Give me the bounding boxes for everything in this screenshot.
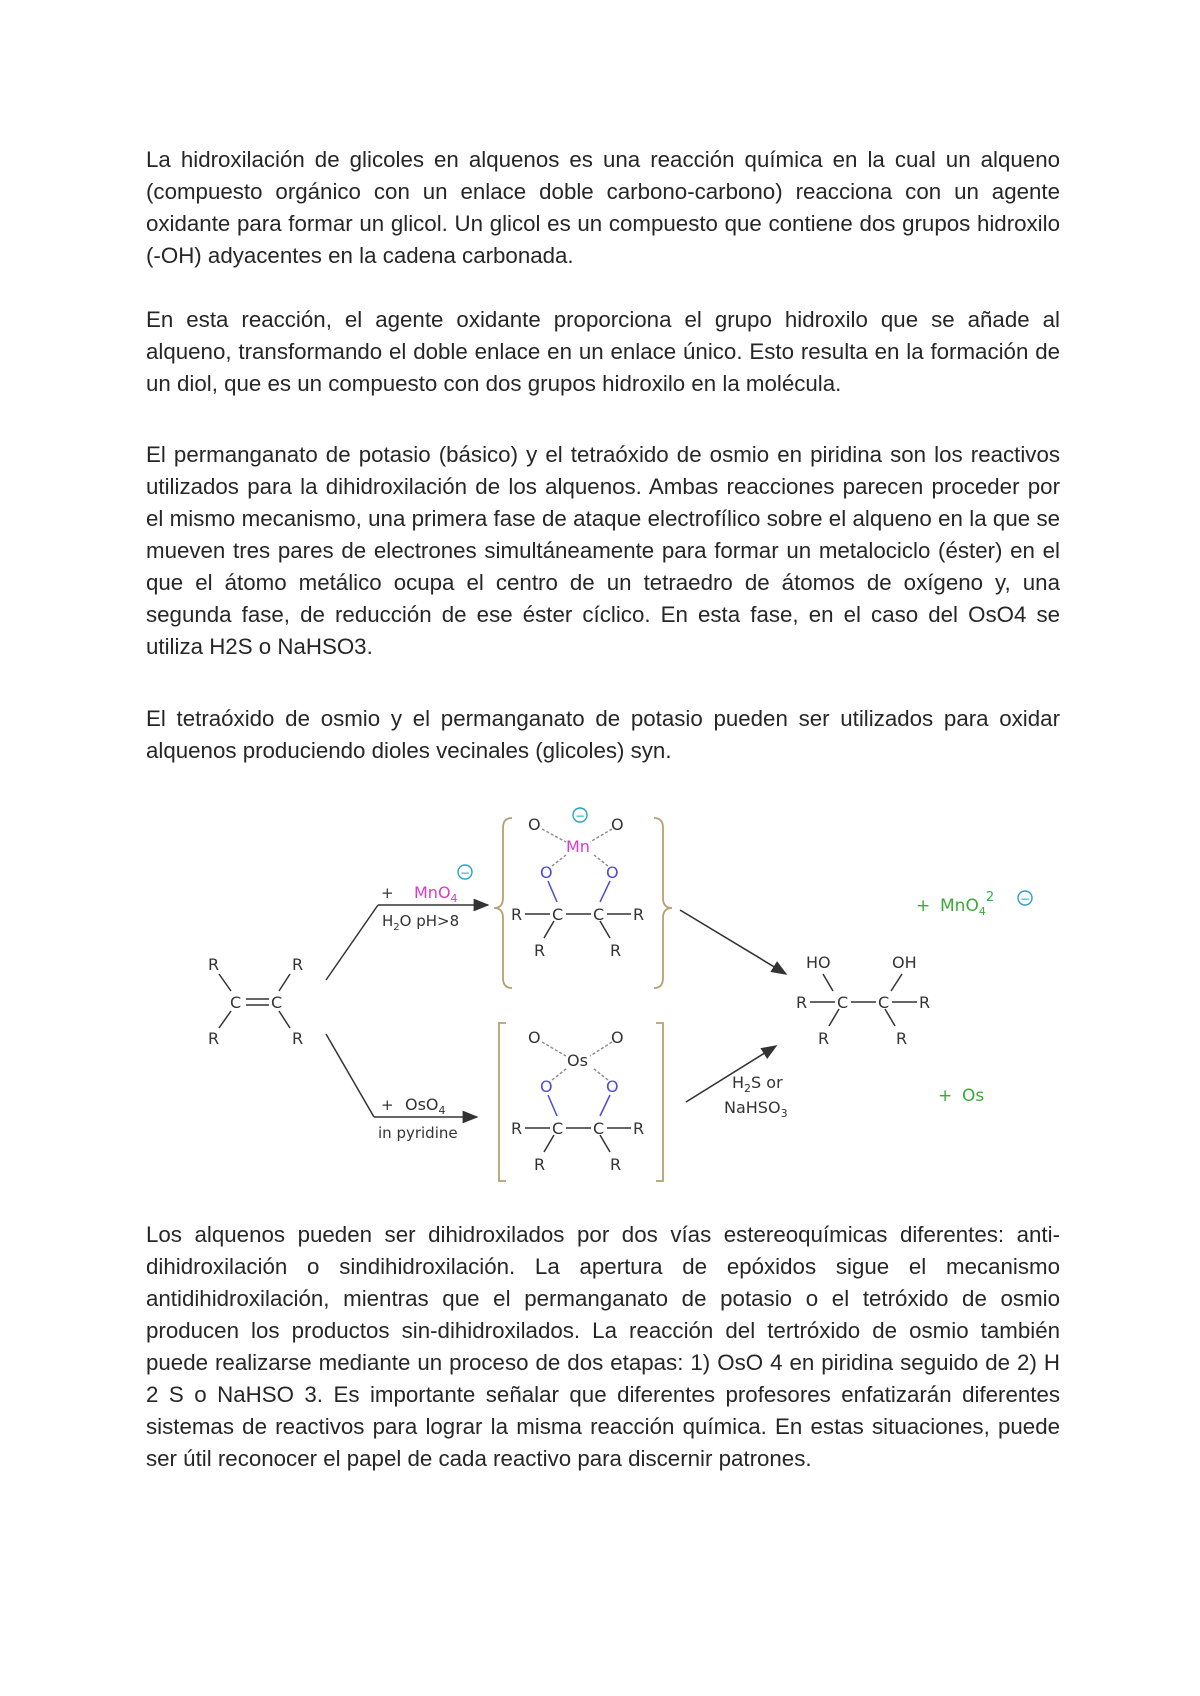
r-label: R (633, 1119, 645, 1138)
r-label: R (534, 1155, 546, 1174)
carbon-label: C (271, 993, 283, 1012)
charge-sign: − (460, 866, 471, 880)
oxygen-label: O (540, 863, 553, 882)
oxygen-label: O (606, 1077, 619, 1096)
condition-nahso3: NaHSO (724, 1098, 781, 1117)
oxygen-label: O (528, 815, 541, 834)
osmium-label: Os (567, 1051, 588, 1070)
carbon-label: C (552, 905, 564, 924)
carbon-label: C (837, 993, 849, 1012)
condition-ph: O pH>8 (399, 912, 460, 930)
carbon-label: C (593, 905, 605, 924)
paragraph-stereochemistry: Los alquenos pueden ser dihidroxilados por dos vías estereoquímicas diferentes: anti-dihidroxilación o sindihidroxilación. La apertura de epóxidos sigue el mecanismo antidihidroxilación, mientras que el permanganato de potasio o el tetróxido de osmio producen los productos sin-dihidroxilados. La reacción del tertróxido de osmio también puede realizarse mediante un proceso de dos etapas: 1) OsO 4 en piridina seguido de 2) H 2 S o NaHSO 3. Es importante señalar que diferentes profesores enfatizarán diferentes sistemas de reactivos para lograr la misma reacción química. En estas situaciones, puede ser útil reconocer el papel de cada reactivo para discernir patrones. (146, 1222, 1060, 1471)
r-label: R (511, 905, 523, 924)
svg-text:HO (806, 953, 831, 972)
arrow-to-diol (680, 910, 786, 974)
osmium-tetroxide-reagent: OsO (405, 1095, 439, 1114)
condition-water: H (382, 912, 394, 930)
svg-text:H2O pH>8 (382, 912, 459, 933)
subscript: 2 (744, 1082, 752, 1095)
charge-sign: − (575, 809, 586, 823)
plus-sign: + (381, 1096, 394, 1114)
condition-pyridine: in pyridine (378, 1124, 458, 1142)
oxygen-label: O (611, 1028, 624, 1047)
oxygen-label: O (611, 815, 624, 834)
subscript: 4 (438, 1104, 446, 1117)
manganese-label: Mn (566, 837, 590, 856)
carbon-label: C (593, 1119, 605, 1138)
plus-sign: + (916, 896, 931, 916)
diol-product (796, 953, 930, 1048)
r-label: R (896, 1029, 908, 1048)
carbon-label: C (552, 1119, 564, 1138)
svg-text:OH (892, 953, 917, 972)
r-label: R (919, 993, 931, 1012)
r-label: R (208, 1029, 220, 1048)
svg-text:OsO4 (405, 1095, 446, 1117)
condition-h2s: H (732, 1073, 745, 1092)
osmate-ester-intermediate (499, 1023, 663, 1181)
subscript: 3 (780, 1107, 788, 1120)
r-label: R (610, 1155, 622, 1174)
paragraph-mechanism: El permanganato de potasio (básico) y el tetraóxido de osmio en piridina son los reactivos utilizados para la dihidroxilación de los alquenos. Ambas reacciones parecen proceder por el mismo mecanismo, una primera fase de ataque electrofílico sobre el alqueno en la que se mueven tres pares de electrones simultáneamente para formar un metalociclo (éster) en el que el átomo metálico ocupa el centro de un tetraedro de átomos de oxígeno y, una segunda fase, de reducción de ese éster cíclico. En esta fase, en el caso del OsO4 se utiliza H2S o NaHSO3. (146, 442, 1060, 659)
r-label: R (610, 941, 622, 960)
svg-text:NaHSO3 (724, 1098, 788, 1120)
osmium-byproduct: Os (962, 1086, 985, 1106)
r-label: R (208, 955, 220, 974)
hydroxyl-label: OH (892, 953, 917, 972)
charge-sign: − (1020, 892, 1031, 906)
osmium-tetroxide-arrow (326, 1034, 477, 1142)
oxygen-label: O (606, 863, 619, 882)
svg-text:H2S or (732, 1073, 783, 1095)
oxygen-label: O (528, 1028, 541, 1047)
r-label: R (818, 1029, 830, 1048)
manganate-byproduct: MnO (940, 896, 979, 916)
r-label: R (292, 955, 304, 974)
svg-text:MnO4 (414, 883, 458, 905)
r-label: R (534, 941, 546, 960)
carbon-label: C (878, 993, 890, 1012)
oxygen-label: O (540, 1077, 553, 1096)
subscript: 2 (393, 922, 400, 933)
svg-text:MnO42 (940, 890, 994, 918)
plus-sign: + (938, 1086, 953, 1106)
permanganate-reagent: MnO (414, 883, 451, 902)
hydroxyl-label: HO (806, 953, 831, 972)
paragraph-syn-diols: El tetraóxido de osmio y el permanganato de potasio pueden ser utilizados para oxidar alquenos produciendo dioles vecinales (glicoles) syn. (146, 706, 1060, 763)
plus-sign: + (381, 884, 394, 902)
paragraph-reaction: En esta reacción, el agente oxidante proporciona el grupo hidroxilo que se añade al alqueno, transformando el doble enlace en un enlace único. Esto resulta en la formación de un diol, que es un compuesto con dos grupos hidroxilo en la molécula. (146, 307, 1060, 396)
r-label: R (796, 993, 808, 1012)
paragraph-intro: La hidroxilación de glicoles en alquenos es una reacción química en la cual un alqueno (compuesto orgánico con un enlace doble carbono-carbono) reacciona con un agente oxidante para formar un glicol. Un glicol es un compuesto que contiene dos grupos hidroxilo (-OH) adyacentes en la cadena carbonada. (146, 147, 1060, 268)
byproduct-osmium (938, 1086, 984, 1106)
permanganate-arrow (326, 865, 488, 980)
condition-or: S or (751, 1073, 783, 1092)
subscript: 4 (450, 892, 458, 905)
r-label: R (292, 1029, 304, 1048)
r-label: R (511, 1119, 523, 1138)
alkene-structure (208, 955, 303, 1048)
reduction-conditions (724, 1073, 788, 1120)
subscript: 4 (978, 905, 986, 918)
charge-number: 2 (985, 890, 995, 905)
carbon-label: C (230, 993, 242, 1012)
r-label: R (633, 905, 645, 924)
manganate-ester-intermediate (494, 808, 672, 988)
byproduct-manganate (916, 890, 1032, 918)
